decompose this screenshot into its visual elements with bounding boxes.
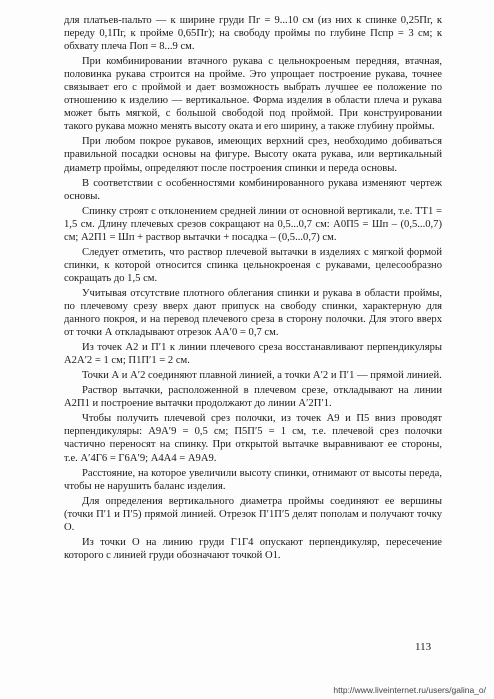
paragraph: Из точек А2 и П′1 к линии плечевого среза восстанавливают перпендикуляры А2А′2 = 1 см; П1П′1 = 2 см. — [64, 342, 442, 367]
page-number: 113 — [415, 641, 432, 653]
paragraph: Учитывая отсутствие плотного облегания спинки и рукава в области проймы, по плечевому срезу вверх дают припуск на свободу спинки, характерную для данного покроя, и на перевод плечевого среза в сторону полочки. Для этого вверх от точки А откладывают отрезок АА′0 = 0,7 см. — [64, 287, 442, 339]
paragraph: Чтобы получить плечевой срез полочки, из точек А9 и П5 вниз проводят перпендикуляры: А9А′9 = 0,5 см; П5П′5 = 1 см, т.е. плечевой срез полочки частично переносят на спинку. При открытой вытачке выравнивают ее стороны, т.е. А′4Г6 = Г6А′9; А4А4 = А9А9. — [64, 413, 442, 464]
paragraph: Раствор вытачки, расположенной в плечевом срезе, откладывают на линии А2П1 и построение вытачки продолжают до линии А′2П′1. — [64, 385, 442, 410]
paragraph: Для определения вертикального диаметра проймы соединяют ее вершины (точки П′1 и П′5) прямой линией. Отрезок П′1П′5 делят пополам и получают точку О. — [64, 495, 442, 533]
paragraph: Следует отметить, что раствор плечевой вытачки в изделиях с мягкой формой спинки, к которой относится спинка цельнокроеная с рукавами, целесообразно сокращать до 1,5 см. — [64, 246, 442, 284]
paragraph: Спинку строят с отклонением средней линии от основной вертикали, т.е. ТТ1 = 1,5 см. Длину плечевых срезов сокращают на 0,5...0,7 см: А0П5 = Шп – (0,5...0,7) см; А2П1 = Шп + раствор вытачки + посадка – (0,5...0,7) см. — [64, 205, 442, 243]
paragraph: При комбинировании втачного рукава с цельнокроеным передняя, втачная, половинка рукава строится на пройме. Это упрощает построение рукава, точнее связывает его с проймой и дает возможность выбрать лучшее ее положение по отношению к изделию — вертикальное. Форма изделия в области плеча и рукава может быть мягкой, с большой свободой под проймой. При конструировании такого рукава можно менять высоту оката и его ширину, а также глубину проймы. — [64, 56, 442, 133]
paragraph: При любом покрое рукавов, имеющих верхний срез, необходимо добиваться правильной посадки основы на фигуре. Высоту оката рукава, или вертикальный диаметр проймы, определяют после построения спинки и переда основы. — [64, 136, 442, 174]
paragraph: для платьев-пальто — к ширине груди Пг = 9...10 см (из них к спинке 0,25Пг, к переду 0,1Пг, к пройме 0,65Пг); на свободу проймы по глубине Пспр = 3 см; к обхвату плеча Поп = 8...9 см. — [64, 15, 442, 53]
body-text — [64, 14, 442, 564]
paragraph: Точки А и А′2 соединяют плавной линией, а точки А′2 и П′1 — прямой линией. — [82, 370, 442, 382]
watermark-url[interactable]: http://www.liveinternet.ru/users/galina_o/ — [333, 685, 486, 695]
paragraph: Расстояние, на которое увеличили высоту спинки, отнимают от высоты переда, чтобы не нарушить баланс изделия. — [64, 467, 442, 492]
paragraph: Из точки О на линию груди Г1Г4 опускают перпендикуляр, пересечение которого с линией груди обозначают точкой О1. — [64, 536, 442, 561]
paragraph: В соответствии с особенностями комбинированного рукава изменяют чертеж основы. — [64, 177, 442, 202]
